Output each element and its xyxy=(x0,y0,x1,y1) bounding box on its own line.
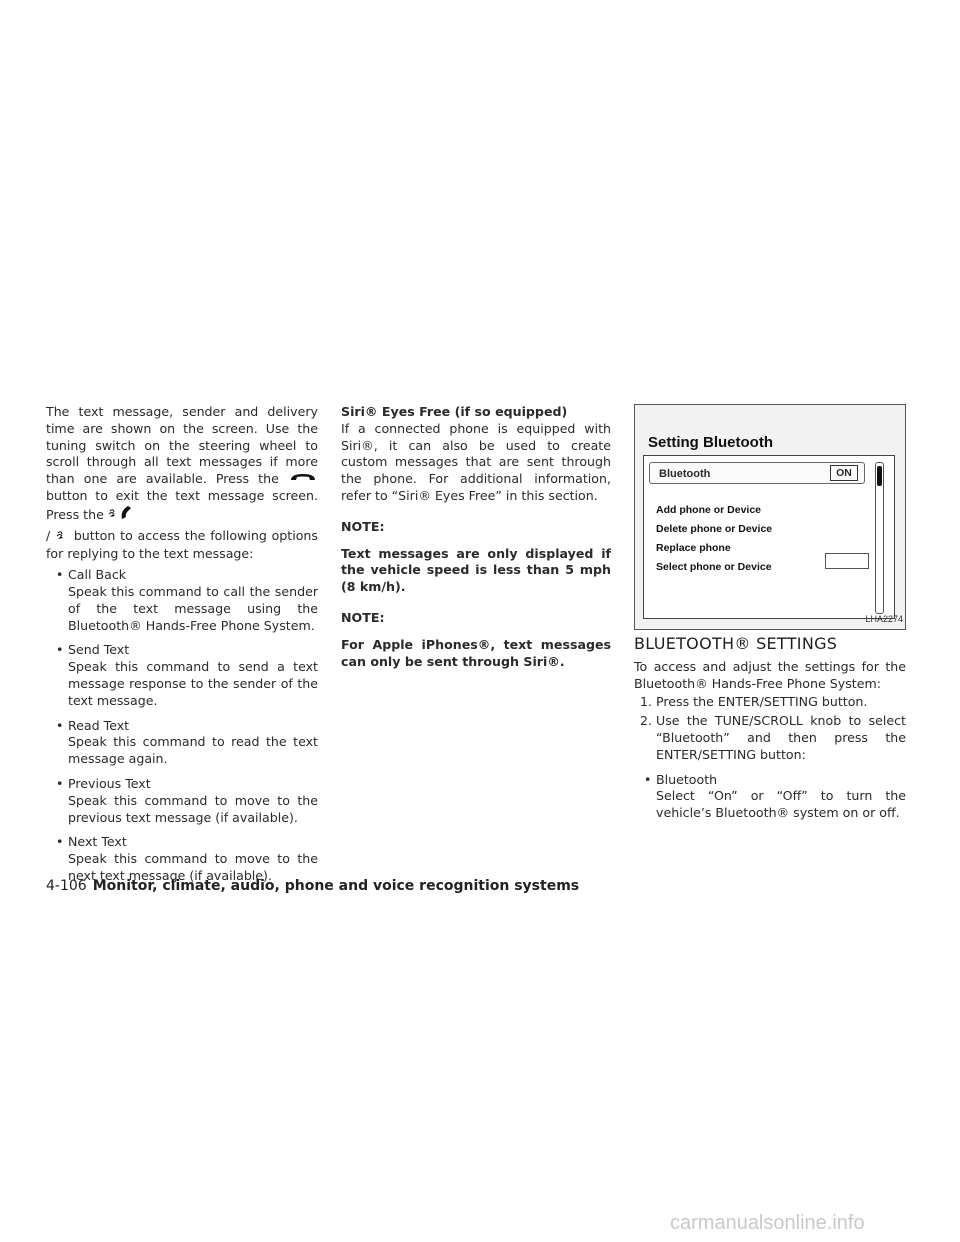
intro-text-a: The text message, sender and delivery time are shown on the screen. Use the tuning switch on the steering wheel to scroll through all text messages if more than one are available. Press the xyxy=(46,404,318,487)
select-value-box xyxy=(825,553,869,569)
intro-text-c: / xyxy=(46,527,51,543)
menu-item-delete: Delete phone or Device xyxy=(656,523,773,535)
siri-heading: Siri® Eyes Free (if so equipped) xyxy=(341,404,568,419)
bluetooth-toggle-row xyxy=(649,462,865,484)
scrollbar xyxy=(875,462,884,614)
bluetooth-state-badge: ON xyxy=(830,465,858,481)
command-list xyxy=(46,567,318,885)
list-item: • Call Back Speak this command to call the sender of the text message using the Bluetooth® Hands-Free Phone System. xyxy=(56,567,318,633)
list-item: • Previous Text Speak this command to move to the previous text message (if available). xyxy=(56,776,318,825)
screen-figure xyxy=(634,404,906,630)
note-label: NOTE: xyxy=(341,609,385,625)
settings-intro: To access and adjust the settings for the Bluetooth® Hands-Free Phone System: xyxy=(634,658,906,691)
list-item: • Next Text Speak this command to move to the next text message (if available). xyxy=(56,834,318,884)
voice-phone-icon xyxy=(108,505,134,526)
bluetooth-label: Bluetooth xyxy=(659,468,711,480)
figure-code: LHA2274 xyxy=(865,614,903,625)
page-number: 4-106 xyxy=(46,878,87,894)
list-item: • Bluetooth Select “On” or “Off” to turn the vehicle’s Bluetooth® system on or off. xyxy=(644,771,906,821)
page-footer xyxy=(46,878,579,894)
list-item: • Send Text Speak this command to send a text message response to the sender of the text message. xyxy=(56,642,318,708)
intro-text-d: button to access the following options for replying to the text message: xyxy=(46,527,318,562)
menu-item-replace: Replace phone xyxy=(656,542,731,554)
screen-menu-frame xyxy=(643,455,895,619)
note-text: For Apple iPhones®, text messages can only be sent through Siri®. xyxy=(341,636,611,669)
phone-hangup-icon xyxy=(288,471,318,488)
column-siri xyxy=(341,404,611,670)
intro-paragraph xyxy=(46,404,318,563)
watermark: carmanualsonline.info xyxy=(670,1212,865,1234)
menu-item-select: Select phone or Device xyxy=(656,561,772,573)
siri-paragraph: If a connected phone is equipped with Siri®, it can also be used to create custom messages that are sent through the phone. For additional information, refer to “Siri® Eyes Free” in this section. xyxy=(341,420,611,503)
list-item: 1. Press the ENTER/SETTING button. xyxy=(640,694,868,710)
menu-item-add: Add phone or Device xyxy=(656,504,762,516)
scrollbar-thumb xyxy=(877,466,882,486)
note-label: NOTE: xyxy=(341,518,385,534)
column-text-messages xyxy=(46,404,318,885)
screen-title: Setting Bluetooth xyxy=(648,434,773,451)
intro-text-b: button to exit the text message screen. Press the xyxy=(46,488,318,522)
section-title: Monitor, climate, audio, phone and voice recognition systems xyxy=(92,878,580,894)
section-heading: BLUETOOTH® SETTINGS xyxy=(634,634,838,653)
list-item: • Read Text Speak this command to read the text message again. xyxy=(56,717,318,767)
column-bluetooth-settings xyxy=(634,404,906,822)
voice-icon xyxy=(55,526,69,547)
list-item: 2. Use the TUNE/SCROLL knob to select “Bluetooth” and then press the ENTER/SETTING button: xyxy=(640,713,906,762)
note-text: Text messages are only displayed if the vehicle speed is less than 5 mph (8 km/h). xyxy=(341,545,611,595)
